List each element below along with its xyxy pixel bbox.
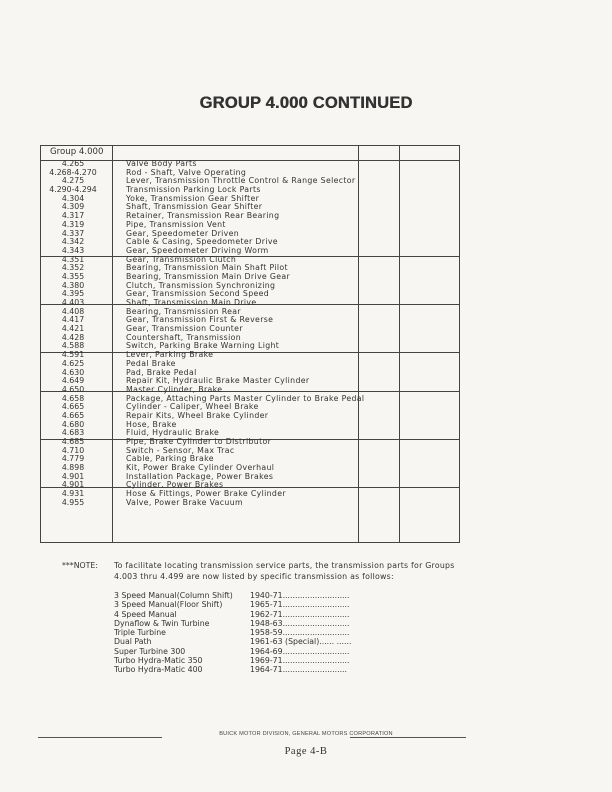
part-group-code: 4.395: [61, 289, 85, 299]
part-group-code: 4.931: [61, 489, 85, 499]
part-group-code: 4.779: [61, 454, 85, 464]
part-description: Hose, Brake: [126, 419, 177, 429]
part-description: Gear, Transmission Counter: [126, 324, 243, 334]
part-description: Yoke, Transmission Gear Shifter: [126, 193, 260, 203]
part-description: Retainer, Transmission Rear Bearing: [126, 211, 280, 221]
part-group-code: 4.342: [61, 237, 85, 247]
part-group-code: 4.304: [61, 193, 85, 203]
part-group-code: 4.319: [61, 219, 85, 229]
part-description: Switch - Sensor, Max Trac: [126, 445, 235, 455]
list-item: [114, 619, 414, 628]
transmission-name: Turbo Hydra-Matic 350: [114, 656, 203, 666]
part-description: Lever, Transmission Throttle Control & Range Selector: [126, 176, 356, 186]
table-row: [41, 299, 459, 308]
part-description: Countershaft, Transmission: [126, 332, 242, 342]
transmission-name: 3 Speed Manual(Floor Shift): [114, 600, 223, 610]
part-description: Pedal Brake: [126, 358, 176, 368]
transmission-name: Dynaflow & Twin Turbine: [114, 618, 210, 628]
part-group-code: 4.650: [61, 384, 85, 394]
part-description: Cable & Casing, Speedometer Drive: [126, 237, 278, 247]
table-row: [41, 342, 459, 351]
transmission-name: 3 Speed Manual(Column Shift): [114, 591, 233, 600]
transmission-years: 1964-69...........................: [250, 646, 350, 656]
part-description: Package, Attaching Parts Master Cylinder to Brake Pedal: [126, 393, 365, 403]
part-description: Kit, Power Brake Cylinder Overhaul: [126, 463, 275, 473]
table-row: [41, 351, 459, 360]
part-group-code: 4.343: [61, 245, 85, 255]
group-label: Group 4.000: [50, 147, 104, 157]
part-description: Bearing, Transmission Main Shaft Pilot: [126, 263, 288, 273]
transmission-name: Super Turbine 300: [114, 646, 186, 656]
transmission-years: 1961-63 (Special)...... ......: [250, 637, 352, 647]
part-description: Repair Kit, Hydraulic Brake Master Cylinder: [126, 376, 310, 386]
part-group-code: 4.591: [61, 350, 85, 360]
part-description: Gear, Transmission First & Reverse: [126, 315, 274, 325]
part-description: Bearing, Transmission Main Drive Gear: [126, 271, 291, 281]
part-group-code: 4.625: [61, 358, 85, 368]
table-row: [41, 499, 459, 508]
part-description: Gear, Speedometer Driven: [126, 228, 240, 238]
part-description: Pipe, Transmission Vent: [126, 219, 226, 229]
part-group-code: 4.658: [61, 393, 85, 403]
part-group-code: 4.955: [61, 497, 85, 507]
page-title: GROUP 4.000 CONTINUED: [199, 94, 413, 112]
part-group-code: 4.649: [61, 376, 85, 386]
part-description: Cable, Parking Brake: [126, 454, 214, 464]
part-description: Switch, Parking Brake Warning Light: [126, 341, 280, 351]
transmission-years: 1962-71...........................: [250, 609, 350, 619]
part-description: Shaft, Transmission Main Drive: [126, 298, 257, 307]
part-description: Installation Package, Power Brakes: [126, 471, 274, 481]
footer-company: BUICK MOTOR DIVISION, GENERAL MOTORS CORPORATION: [219, 731, 393, 737]
list-item: [114, 647, 414, 656]
part-group-code: 4.588: [61, 341, 85, 351]
transmission-name: Dual Path: [114, 637, 152, 647]
table-row: [41, 377, 459, 386]
part-description: Repair Kits, Wheel Brake Cylinder: [126, 410, 269, 420]
parts-table: [40, 145, 460, 543]
part-group-code: 4.685: [61, 437, 85, 446]
part-group-code: 4.710: [61, 445, 85, 455]
footer-rule-left: [38, 737, 162, 738]
part-group-code: 4.898: [61, 463, 85, 473]
part-group-code: 4.352: [61, 263, 85, 273]
part-group-code: 4.665: [61, 402, 85, 412]
part-description: Cylinder, Power Brakes: [126, 480, 224, 490]
table-row: [41, 490, 459, 499]
transmission-name: Triple Turbine: [114, 628, 166, 638]
part-group-code: 4.337: [61, 228, 85, 238]
part-group-code: 4.309: [61, 202, 85, 212]
transmission-years: 1969-71...........................: [250, 656, 350, 666]
part-group-code: 4.408: [61, 306, 85, 316]
part-group-code: 4.901: [61, 471, 85, 481]
part-description: Bearing, Transmission Rear: [126, 306, 241, 316]
list-item: [114, 610, 414, 619]
part-group-code: 4.680: [61, 419, 85, 429]
transmission-name: 4 Speed Manual: [114, 609, 177, 619]
part-group-code: 4.275: [61, 176, 85, 186]
transmission-name: Turbo Hydra-Matic 400: [114, 665, 203, 675]
part-group-code: 4.351: [61, 254, 85, 264]
part-description: Gear, Speedometer Driving Worm: [126, 245, 269, 255]
table-row: [41, 447, 459, 456]
page-number: Page 4-B: [284, 746, 328, 757]
part-description: Master Cylinder, Brake: [126, 384, 223, 394]
list-item: [114, 637, 414, 646]
part-group-code: 4.380: [61, 280, 85, 290]
table-row: [41, 160, 459, 169]
part-group-code: 4.421: [61, 324, 85, 334]
part-group-code: 4.665: [61, 410, 85, 420]
table-row: [41, 473, 459, 482]
part-description: Gear, Transmission Clutch: [126, 254, 237, 264]
part-group-code: 4.290-4.294: [49, 185, 97, 195]
part-description: Pipe, Brake Cylinder to Distributor: [126, 437, 272, 446]
transmission-years: 1948-63...........................: [250, 618, 350, 628]
table-row: [41, 316, 459, 325]
transmission-years: 1940-71...........................: [250, 591, 350, 600]
table-row: [41, 325, 459, 334]
note-text: To facilitate locating transmission service parts, the transmission parts for Groups 4.003 thru 4.499 are now listed by specific transmission as follows:: [114, 561, 455, 581]
table-row: [41, 360, 459, 369]
list-item: [114, 628, 414, 637]
part-group-code: 4.901: [61, 480, 85, 490]
part-description: Rod - Shaft, Valve Operating: [126, 167, 247, 177]
list-item: [114, 600, 414, 609]
list-item: [114, 656, 414, 665]
part-description: Cylinder - Caliper, Wheel Brake: [126, 402, 259, 412]
table-rows: [41, 160, 459, 508]
part-description: Valve, Power Brake Vacuum: [126, 497, 243, 507]
part-group-code: 4.630: [61, 367, 85, 377]
note-label: ***NOTE:: [62, 561, 98, 570]
part-group-code: 4.355: [61, 271, 85, 281]
transmission-years: 1964-71..........................: [250, 665, 348, 675]
part-description: Shaft, Transmission Gear Shifter: [126, 202, 263, 212]
table-row: [41, 421, 459, 430]
part-group-code: 4.428: [61, 332, 85, 342]
part-group-code: 4.417: [61, 315, 85, 325]
part-description: Clutch, Transmission Synchronizing: [126, 280, 276, 290]
part-description: Hose & Fittings, Power Brake Cylinder: [126, 489, 286, 499]
part-description: Gear, Transmission Second Speed: [126, 289, 270, 299]
part-description: Pad, Brake Pedal: [126, 367, 197, 377]
list-item: [114, 591, 414, 600]
part-group-code: 4.268-4.270: [49, 167, 97, 177]
transmission-years: 1958-59...........................: [250, 628, 350, 638]
part-group-code: 4.403: [61, 298, 85, 307]
part-group-code: 4.265: [61, 159, 85, 168]
transmission-years: 1965-71...........................: [250, 600, 350, 610]
footer-rule-right: [350, 737, 466, 738]
part-description: Transmission Parking Lock Parts: [126, 185, 261, 195]
table-row: [41, 247, 459, 256]
list-item: [114, 665, 414, 674]
table-row: [41, 221, 459, 230]
part-group-code: 4.317: [61, 211, 85, 221]
transmission-list: [114, 591, 414, 675]
table-row: [41, 412, 459, 421]
part-description: Lever, Parking Brake: [126, 350, 214, 360]
part-description: Valve Body Parts: [126, 159, 197, 168]
part-group-code: 4.683: [61, 428, 85, 438]
table-row: [41, 212, 459, 221]
table-row: [41, 438, 459, 447]
part-description: Fluid, Hydraulic Brake: [126, 428, 220, 438]
